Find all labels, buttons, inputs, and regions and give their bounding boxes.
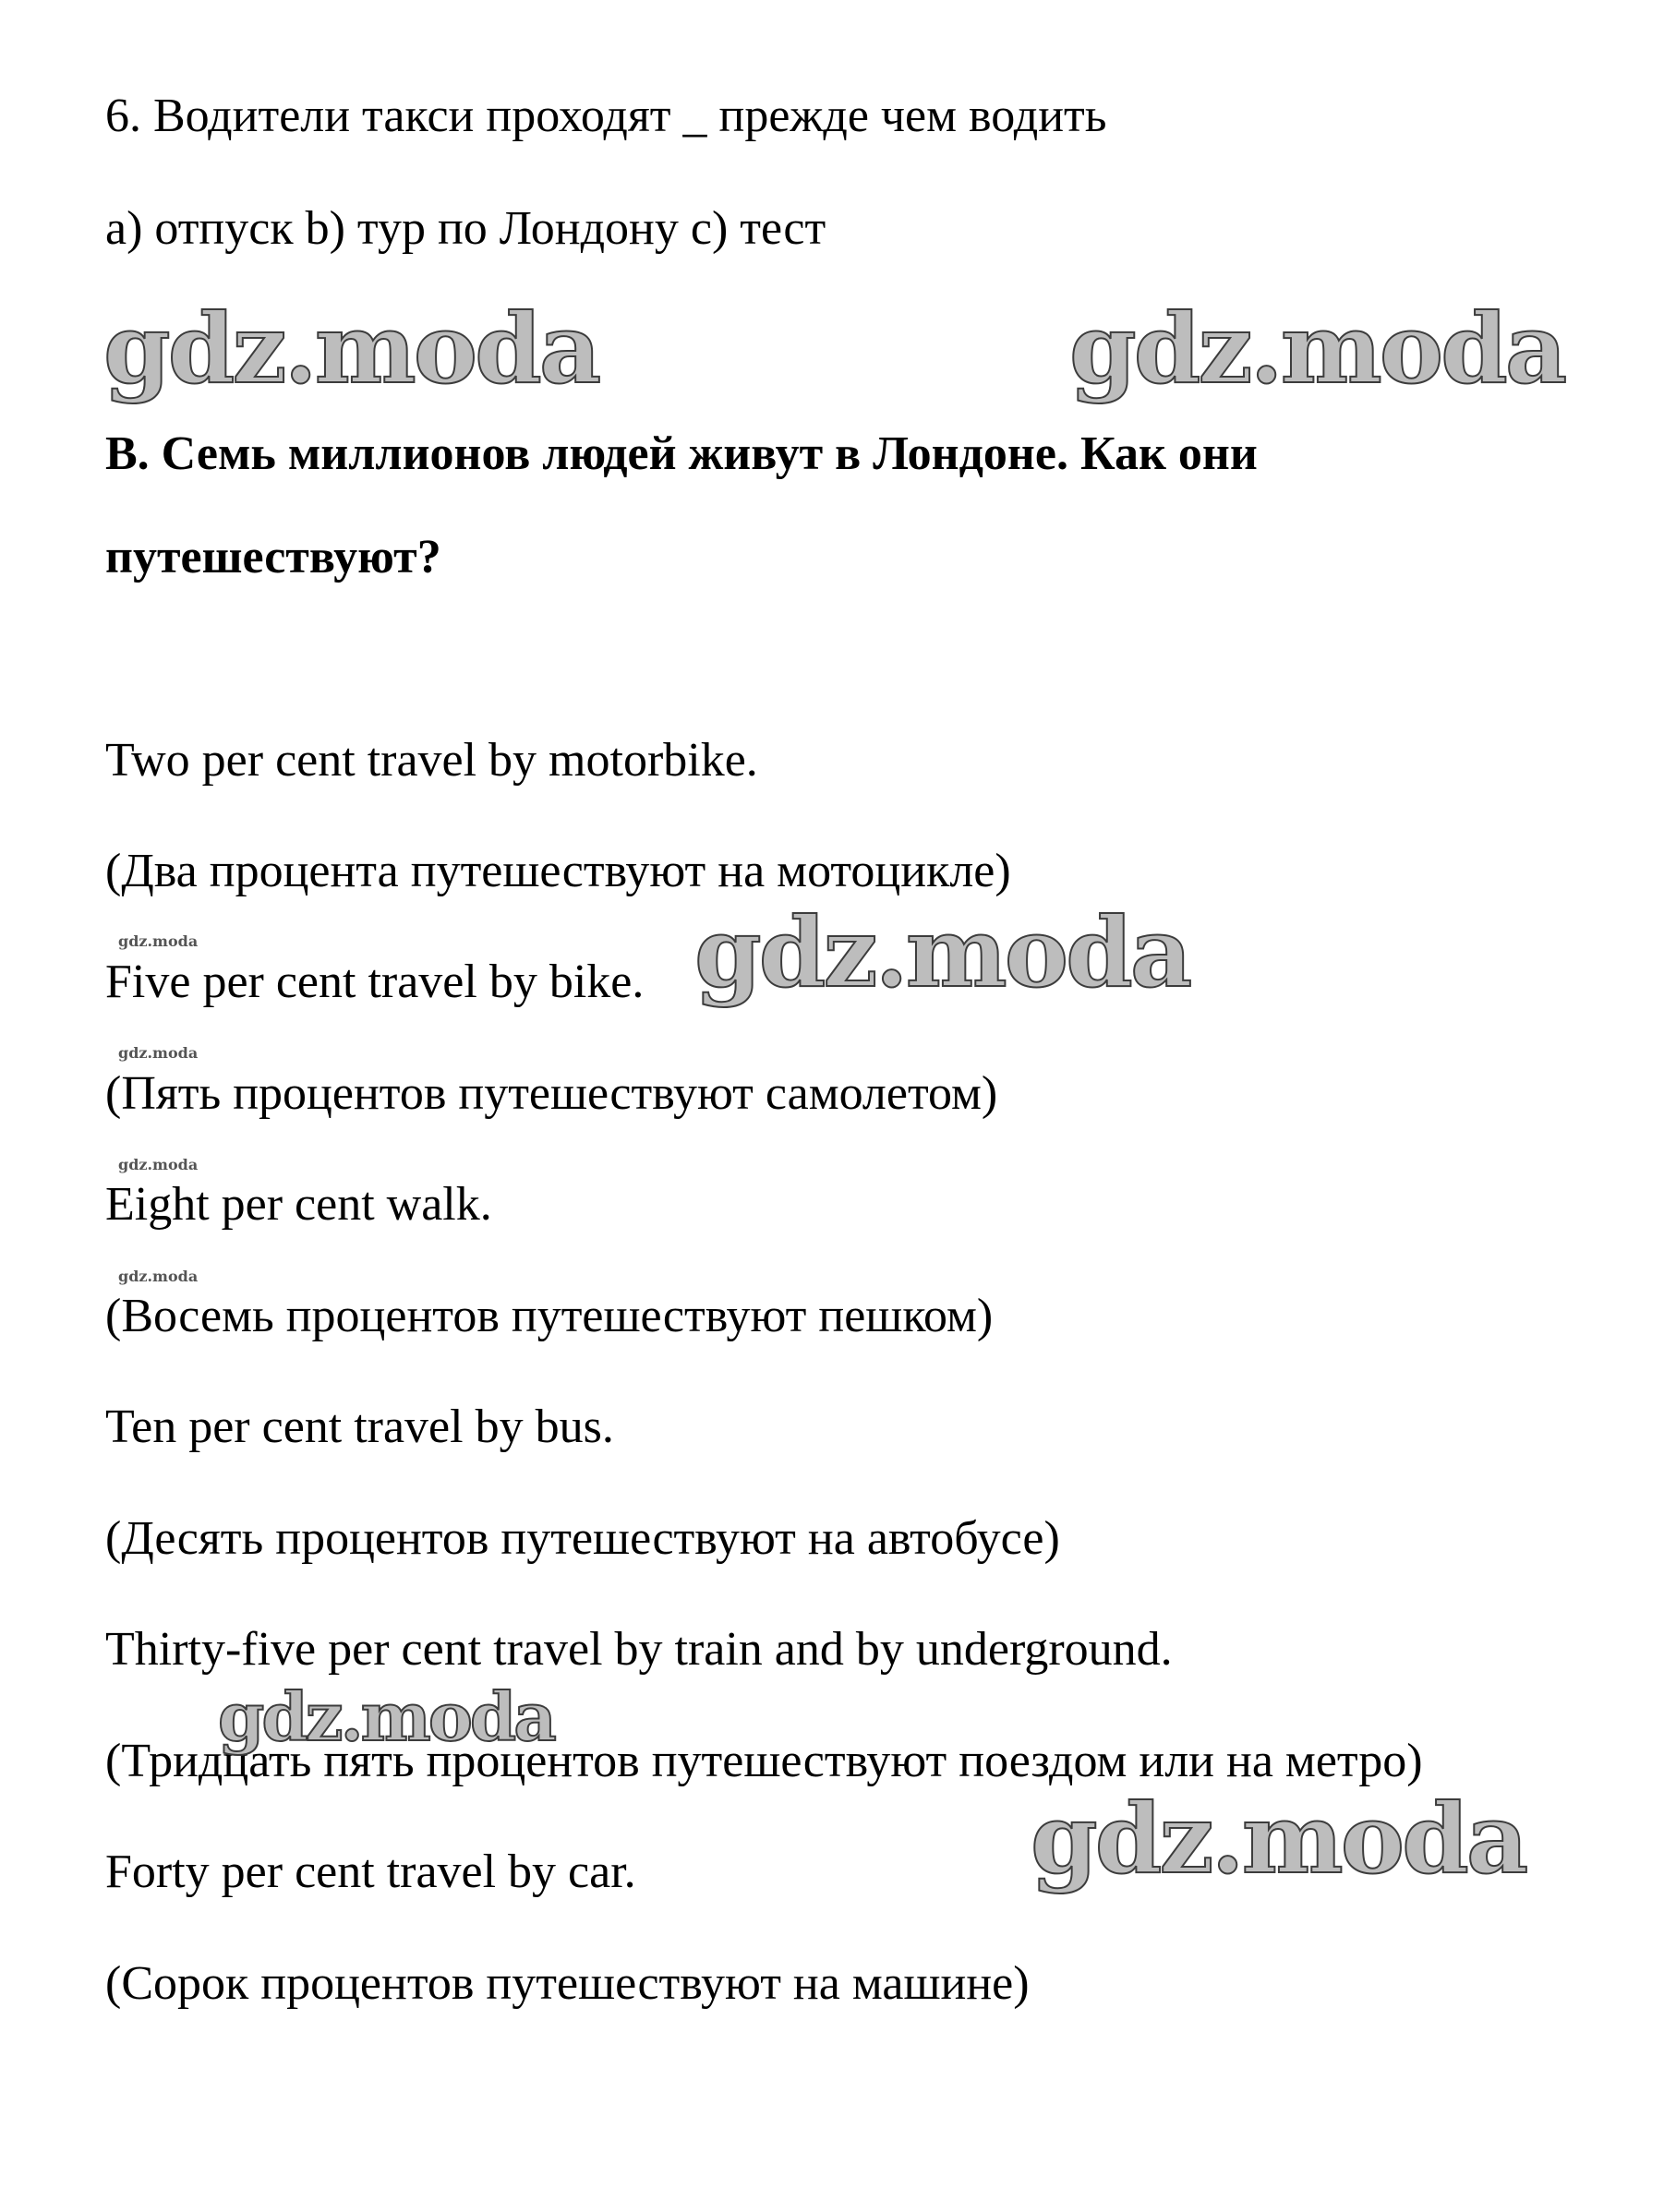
watermark-logo: gdz.moda <box>218 1677 554 1756</box>
question-text: 6. Водители такси проходят _ прежде чем водить <box>105 90 1107 142</box>
watermark-logo: gdz.moda <box>1069 292 1565 405</box>
entry-ru: (Пять процентов путешествуют самолетом) <box>105 1067 998 1120</box>
entry-en: Forty per cent travel by car. <box>105 1845 636 1898</box>
entry-en: Two per cent travel by motorbike. <box>105 734 758 787</box>
entry-ru: (Восемь процентов путешествуют пешком) <box>105 1290 994 1342</box>
question-options: a) отпуск b) тур по Лондону c) тест <box>105 202 826 255</box>
entry-ru: (Тридцать пять процентов путешествуют поездом или на метро) <box>105 1735 1423 1787</box>
watermark-small: gdz.moda <box>118 1044 199 1062</box>
entry-ru: (Десять процентов путешествуют на автобусе) <box>105 1512 1060 1565</box>
entry-en: Eight per cent walk. <box>105 1178 492 1231</box>
entry-en: Thirty-five per cent travel by train and by underground. <box>105 1623 1173 1676</box>
watermark-small: gdz.moda <box>118 1268 199 1285</box>
entry-ru: (Сорок процентов путешествуют на машине) <box>105 1957 1030 2010</box>
section-heading: B. Семь миллионов людей живут в Лондоне. Как они путешествуют? <box>105 427 1258 583</box>
watermark-logo: gdz.moda <box>103 292 599 405</box>
watermark-small: gdz.moda <box>118 1156 199 1173</box>
entry-en: Ten per cent travel by bus. <box>105 1401 614 1453</box>
entry-en: Five per cent travel by bike. <box>105 956 645 1008</box>
entry-ru: (Два процента путешествуют на мотоцикле) <box>105 845 1011 897</box>
watermark-small: gdz.moda <box>118 932 199 950</box>
watermark-logo: gdz.moda <box>1031 1782 1526 1895</box>
watermark-logo: gdz.moda <box>694 896 1190 1009</box>
